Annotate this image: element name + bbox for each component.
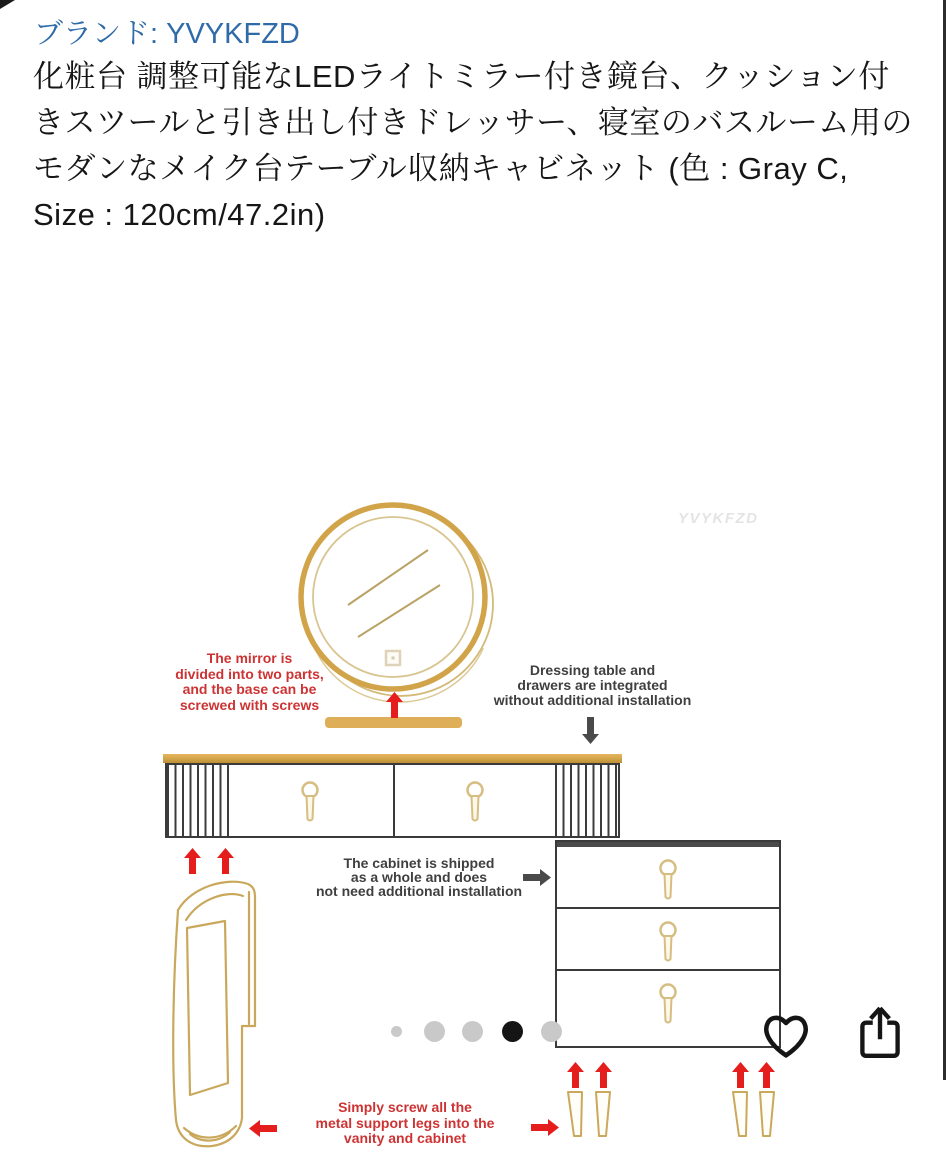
red-up-arrow-icon (386, 692, 403, 718)
product-image-carousel[interactable] (0, 240, 946, 1146)
drawer-handle-icon (464, 781, 486, 823)
fluted-panel-left (167, 765, 233, 836)
cabinet-illustration (555, 840, 781, 1048)
product-title: 化粧台 調整可能なLEDライトミラー付き鏡台、クッション付きスツールと引き出し付きドレッサー、寝室のバスルーム用のモダンなメイク台テーブル収納キャビネット (色 : Gray C, Size : 120cm/47.2in) (33, 59, 913, 232)
metal-leg-illustration (593, 1091, 613, 1139)
note-line: without additional installation (493, 692, 692, 708)
drawer-handle-icon (657, 859, 679, 901)
heart-icon (758, 1008, 814, 1064)
red-up-arrow-icon (732, 1062, 749, 1088)
favorite-button[interactable] (758, 1008, 814, 1064)
table-gold-top (163, 754, 622, 763)
note-line: screwed with screws (179, 696, 320, 713)
note-line: metal support legs into the (315, 1114, 495, 1131)
cabinet-drawer (557, 847, 779, 909)
drawer-divider (393, 765, 395, 836)
pager-dot[interactable] (541, 1021, 562, 1042)
share-icon (856, 1002, 904, 1060)
dark-down-arrow-icon (582, 717, 599, 744)
red-up-arrow-icon (567, 1062, 584, 1088)
pager-dot[interactable] (391, 1026, 402, 1037)
drawer-handle-icon (657, 983, 679, 1025)
metal-leg-illustration (730, 1091, 750, 1139)
note-line: Dressing table and (529, 662, 656, 678)
note-line: vanity and cabinet (343, 1130, 467, 1146)
cabinet-drawer (557, 971, 779, 1032)
note-line: and the base can be (182, 681, 317, 697)
note-line: divided into two parts, (175, 665, 324, 682)
drawer-handle-icon (299, 781, 321, 823)
pager-dot[interactable] (462, 1021, 483, 1042)
dressing-table-note (490, 663, 695, 708)
pager-dot-active[interactable] (502, 1021, 523, 1042)
note-line: Simply screw all the (338, 1099, 472, 1115)
mirror-base-bar (325, 717, 462, 728)
mirror-note (152, 651, 347, 713)
note-line: The cabinet is shipped (343, 855, 495, 871)
brand-link[interactable]: ブランド: YVYKFZD (34, 18, 300, 50)
note-line: not need additional installation (315, 882, 523, 899)
pager-dot[interactable] (424, 1021, 445, 1042)
note-line: The mirror is (206, 650, 293, 666)
red-up-arrow-icon (758, 1062, 775, 1088)
dressing-table-illustration (165, 763, 620, 838)
corner-artifact (0, 0, 15, 9)
curved-leg-panel-illustration (170, 876, 265, 1158)
red-right-arrow-icon (531, 1119, 559, 1136)
fluted-panel-right (555, 765, 618, 836)
dark-right-arrow-icon (523, 869, 551, 886)
red-up-arrow-icon (184, 848, 201, 874)
note-line: drawers are integrated (517, 677, 668, 693)
cabinet-note (298, 857, 540, 898)
cabinet-drawer (557, 909, 779, 971)
share-button[interactable] (856, 1002, 904, 1060)
red-left-arrow-icon (249, 1120, 277, 1137)
note-line: as a whole and does (350, 868, 488, 885)
red-up-arrow-icon (217, 848, 234, 874)
red-up-arrow-icon (595, 1062, 612, 1088)
metal-leg-illustration (756, 1091, 776, 1139)
drawer-handle-icon (657, 921, 679, 963)
metal-leg-illustration (565, 1091, 585, 1139)
legs-note (299, 1100, 511, 1147)
brand-watermark: YVYKFZD (678, 510, 759, 527)
